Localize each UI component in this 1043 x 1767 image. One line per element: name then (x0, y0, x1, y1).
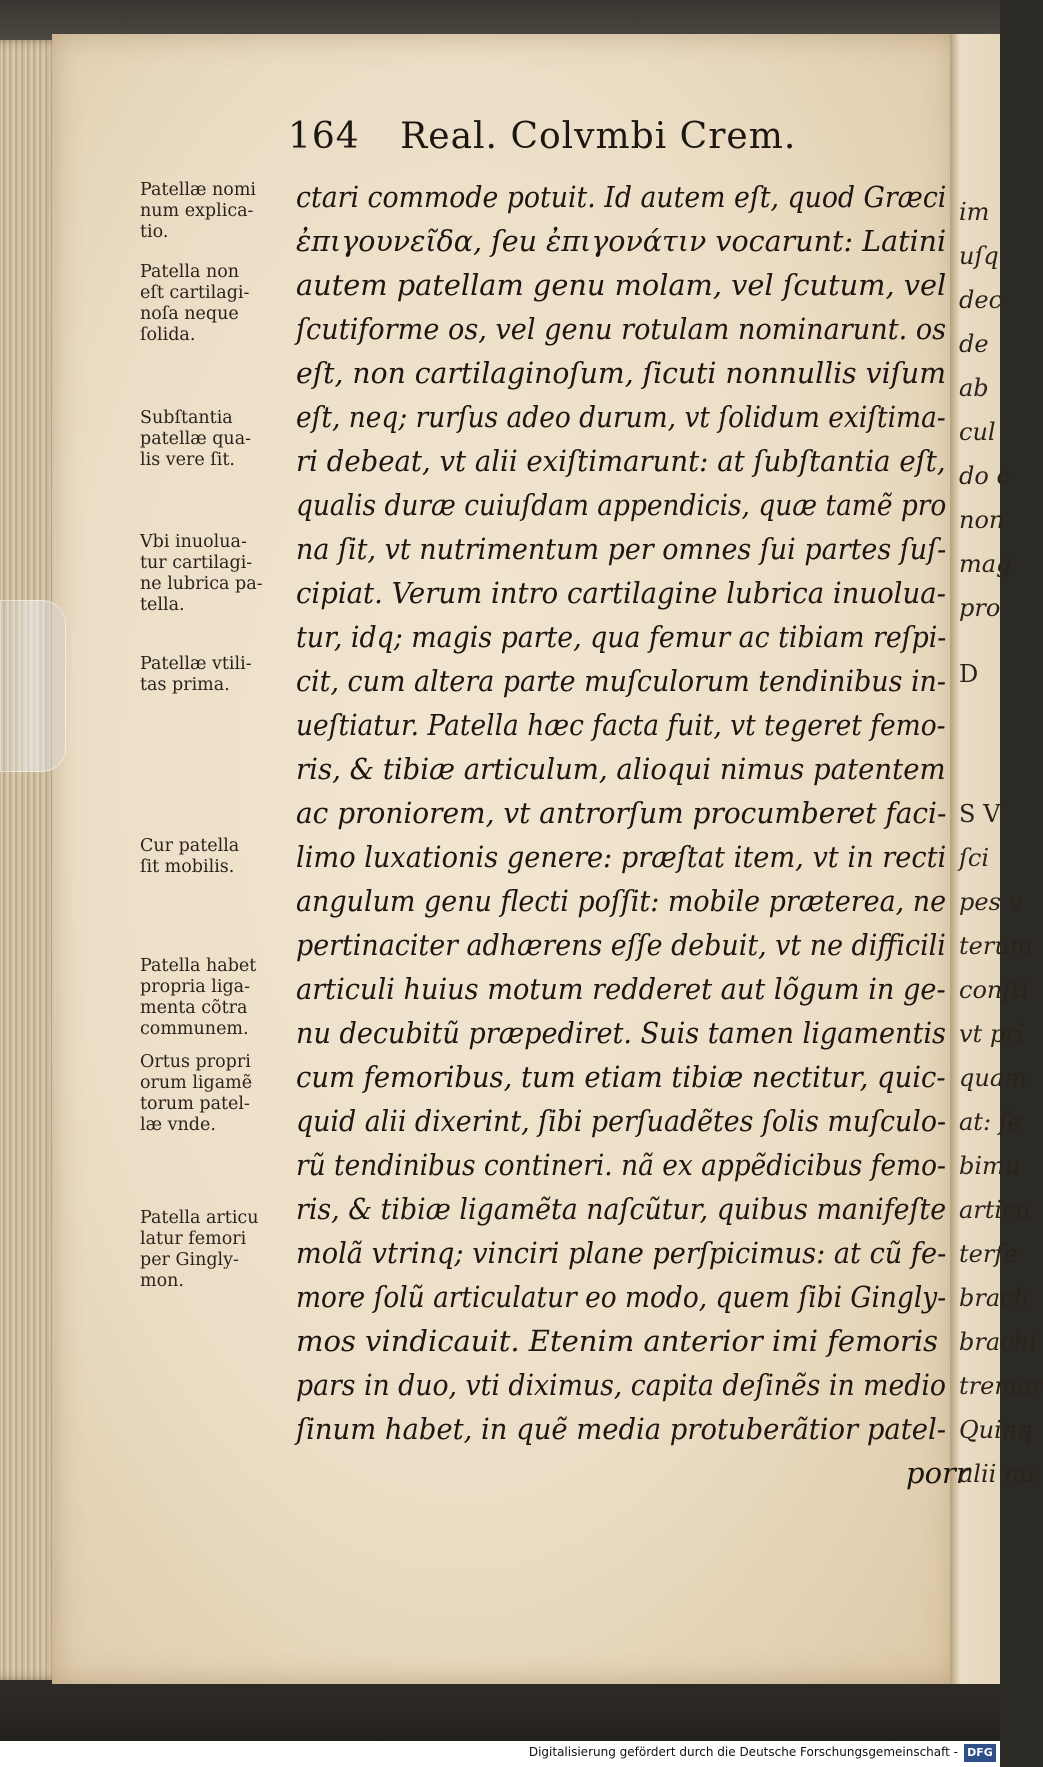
margin-note: Cur patella ſit mobilis. (140, 836, 240, 877)
page-clip (0, 600, 66, 772)
fragment: articu (959, 1196, 1031, 1224)
margin-note: Patella articu latur femori per Gingly- mon. (140, 1208, 259, 1291)
text-line: eſt, neq; rurſus adeo durum, vt ſolidum exiſtima- (296, 400, 946, 434)
text-line: pars in duo, vti diximus, capita deſinẽs in medio (296, 1368, 946, 1402)
fragment: pro (959, 594, 1001, 622)
page-number: 164 (288, 116, 360, 157)
text-line: na ſit, vt nutrimentum per omnes ſui partes ſuſ- (296, 532, 947, 566)
fragment: do c (959, 462, 1010, 490)
fragment: mag (959, 550, 1012, 578)
margin-note: Ortus propri orum ligamẽ torum patel- læ vnde. (140, 1052, 253, 1135)
margin-note: Patellæ vtili- tas prima. (140, 654, 252, 695)
fragment: terum (959, 932, 1033, 960)
text-line: molã vtrinq; vinciri plane perſpicimus: at cũ fe- (296, 1236, 947, 1270)
page-header (288, 116, 796, 157)
running-title: Real. Colvmbi Crem. (400, 116, 797, 157)
text-line: cum femoribus, tum etiam tibiæ nectitur, quic- (296, 1060, 946, 1094)
text-line: ac proniorem, vt antrorſum procumberet faci- (296, 796, 947, 830)
text-line: ἐπιγουνεῖδα, ſeu ἐπιγονάτιν vocarunt: Latini (296, 224, 947, 258)
text-line: more ſolũ articulatur eo modo, quem ſibi Gingly- (296, 1280, 947, 1314)
fragment: quam (959, 1064, 1027, 1092)
fragment: brachi (959, 1328, 1037, 1356)
fragment: de (959, 330, 989, 358)
fragment: at: ſe (959, 1108, 1022, 1136)
funding-notice: Digitalisierung gefördert durch die Deutsche Forschungsgemeinschaft - (528, 1745, 958, 1759)
fragment: alii nu (959, 1460, 1035, 1488)
fragment: im (959, 198, 990, 226)
text-line: cipiat. Verum intro cartilagine lubrica inuolua- (296, 576, 946, 610)
digitization-footer (0, 1741, 1000, 1767)
text-line: articuli huius motum redderet aut lõgum in ge- (296, 972, 946, 1006)
margin-note: Subſtantia patellæ qua- lis vere ſit. (140, 408, 252, 470)
fragment: non (959, 506, 1005, 534)
margin-note: Patella habet propria liga- menta cõtra communem. (140, 956, 257, 1039)
text-line: nu decubitũ præpediret. Suis tamen ligamentis (296, 1016, 946, 1050)
fragment: S V (959, 800, 1001, 828)
fragment: bimu (959, 1152, 1021, 1180)
dfg-logo: DFG (964, 1744, 996, 1762)
margin-note: Patellæ nomi num explica- tio. (140, 180, 257, 242)
fragment: tremar (959, 1372, 1043, 1400)
margin-note: Patella non eſt cartilagi- noſa neque ſolida. (140, 262, 250, 345)
text-line: limo luxationis genere: præſtat item, vt in recti (296, 840, 947, 874)
text-line: ſcutiforme os, vel genu rotulam nominarunt. os (296, 312, 947, 346)
fragment: D (959, 660, 979, 688)
text-line: tur, idq; magis parte, qua femur ac tibiam reſpi- (296, 620, 947, 654)
fragment: ſci (959, 844, 989, 872)
fragment: vt pri (959, 1020, 1025, 1048)
fragment: pes v (959, 888, 1023, 916)
fragment: ab (959, 374, 989, 402)
fragment: dec (959, 286, 1003, 314)
fragment: terſe (959, 1240, 1018, 1268)
fragment: uſq (959, 242, 999, 270)
text-line: cit, cum altera parte muſculorum tendinibus in- (296, 664, 946, 698)
text-line: eſt, non cartilaginoſum, ſicuti nonnullis viſum (296, 356, 946, 390)
text-line: ris, & tibiæ articulum, alioqui nimus patentem (296, 752, 946, 786)
margin-note: Vbi inuolua- tur cartilagi- ne lubrica pa- tella. (140, 532, 263, 615)
text-line: qualis duræ cuiuſdam appendicis, quæ tamẽ pro (296, 488, 947, 522)
catchword: porr (906, 1456, 970, 1490)
fragment: conſti (959, 976, 1029, 1004)
text-line: ri debeat, vt alii exiſtimarunt: at ſubſtantia eſt, (296, 444, 946, 478)
text-line: pertinaciter adhærens eſſe debuit, vt ne difficili (296, 928, 946, 962)
fragment: Quinq (959, 1416, 1033, 1444)
text-line: quid alii dixerint, ſibi perſuadẽtes ſolis muſculo- (296, 1104, 947, 1138)
text-line: rũ tendinibus contineri. nã ex appẽdicibus femo- (296, 1148, 946, 1182)
text-line: autem patellam genu molam, vel ſcutum, vel (296, 268, 947, 302)
text-line: angulum genu flecti poſſit: mobile præterea, ne (296, 884, 947, 918)
fragment: cul (959, 418, 996, 446)
text-line: ctari commode potuit. Id autem eſt, quod Græci (296, 180, 947, 214)
fragment: brach (959, 1284, 1030, 1312)
text-line: ueſtiatur. Patella hæc facta fuit, vt tegeret femo- (296, 708, 946, 742)
text-line: ris, & tibiæ ligamẽta naſcũtur, quibus manifeſte (296, 1192, 947, 1226)
text-line: mos vindicauit. Etenim anterior imi femoris (296, 1324, 939, 1358)
text-line: ſinum habet, in quẽ media protuberãtior patel- (296, 1412, 946, 1446)
